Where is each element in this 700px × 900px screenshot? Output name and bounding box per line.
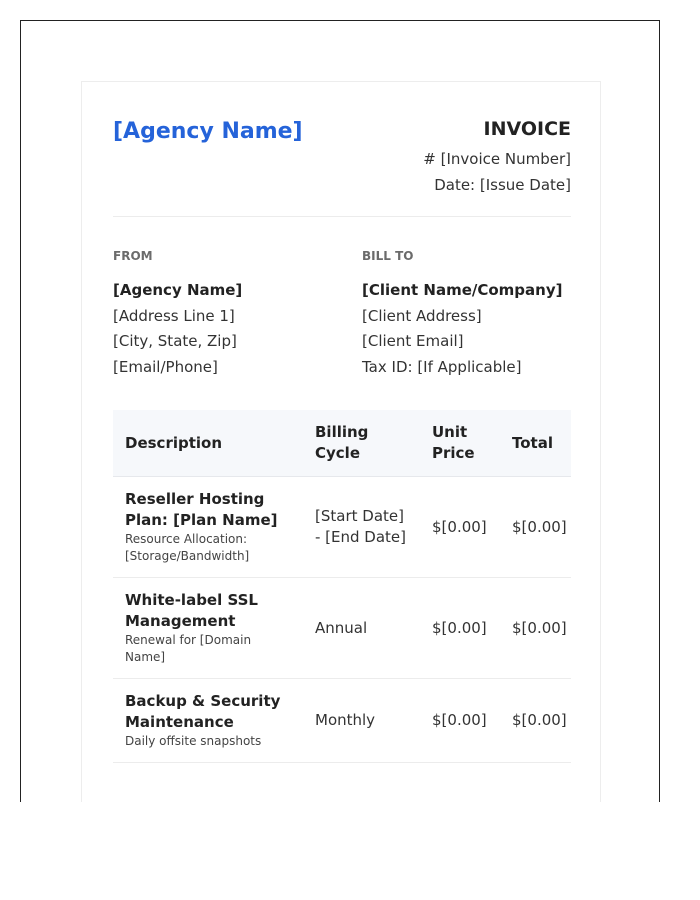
from-block [113,249,362,380]
from-city: [City, State, Zip] [113,332,237,350]
row-description [113,477,303,578]
from-contact: [Email/Phone] [113,357,218,376]
row-total: $[0.00] [500,679,571,763]
item-note: Daily offsite snapshots [125,734,262,748]
column-header-description: Description [113,410,303,477]
from-name: [Agency Name] [113,281,243,299]
table-row [113,578,571,679]
issue-date: Date: [Issue Date] [434,176,571,194]
client-address: [Client Address] [362,306,482,325]
row-unit-price: $[0.00] [420,477,500,578]
item-note: Resource Allocation: [Storage/Bandwidth] [125,532,250,563]
row-total: $[0.00] [500,578,571,679]
invoice-title: INVOICE [483,118,571,140]
client-name: [Client Name/Company] [362,281,563,299]
column-header-total: Total [500,410,571,477]
column-header-unit-price: Unit Price [420,410,500,477]
bill-to-block [362,249,571,380]
agency-name-title: [Agency Name] [113,119,303,144]
invoice-content [113,118,571,763]
from-label: FROM [113,249,153,263]
table-row [113,679,571,763]
column-header-billing-cycle: Billing Cycle [303,410,420,477]
item-note: Renewal for [Domain Name] [125,633,252,664]
invoice-meta [423,118,571,198]
item-name: Reseller Hosting Plan: [Plan Name] [125,490,278,529]
item-name: Backup & Security Maintenance [125,692,281,731]
row-description [113,578,303,679]
parties-section [113,249,571,380]
table-row [113,477,571,578]
row-description [113,679,303,763]
client-email: [Client Email] [362,332,464,350]
row-billing-cycle: Monthly [303,679,420,763]
row-unit-price: $[0.00] [420,578,500,679]
row-unit-price: $[0.00] [420,679,500,763]
invoice-number: # [Invoice Number] [423,150,571,168]
client-tax-id: Tax ID: [If Applicable] [362,357,522,376]
row-total: $[0.00] [500,477,571,578]
line-items-table [113,410,571,763]
from-address: [Address Line 1] [113,306,235,325]
row-billing-cycle: [Start Date] - [End Date] [303,477,420,578]
row-billing-cycle: Annual [303,578,420,679]
table-header-row [113,410,571,477]
invoice-sheet [81,81,601,802]
invoice-header [113,118,571,217]
item-name: White-label SSL Management [125,591,258,630]
bill-to-label: BILL TO [362,249,414,263]
